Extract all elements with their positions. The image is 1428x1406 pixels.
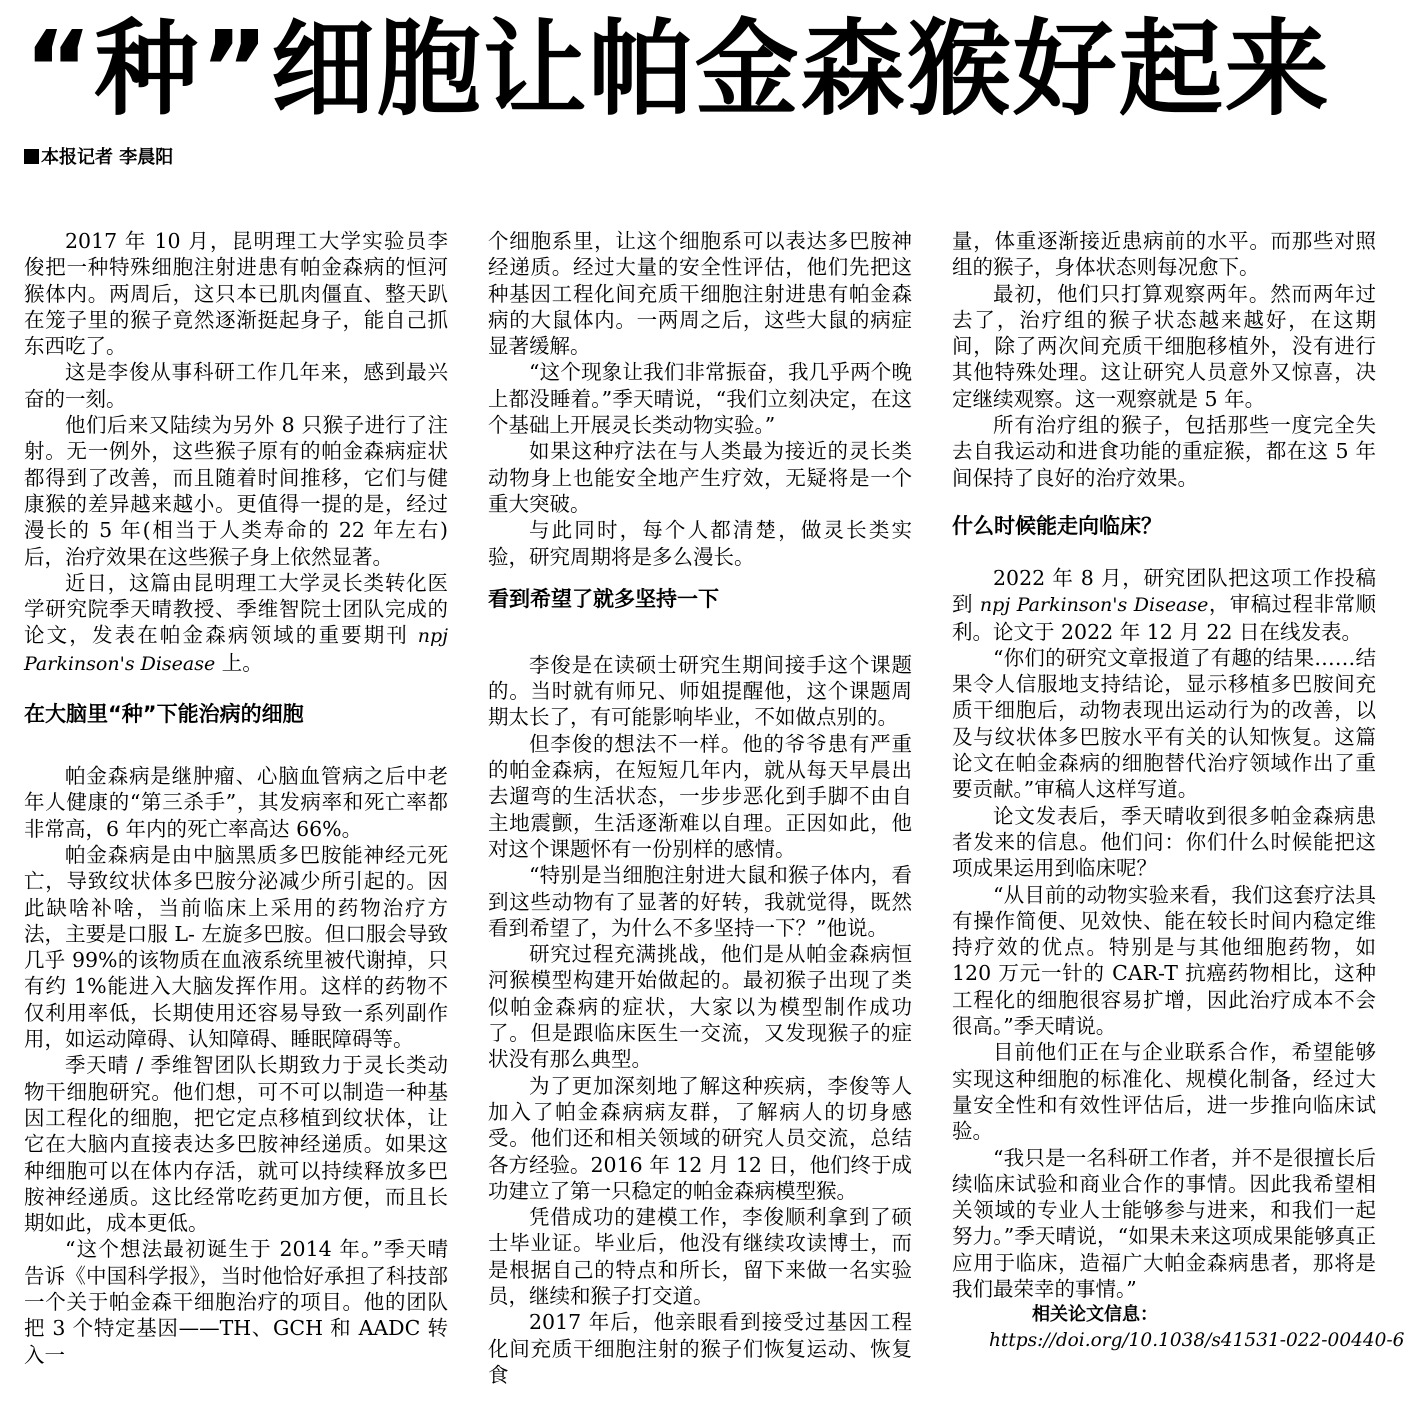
paragraph: “这个现象让我们非常振奋，我几乎两个晚上都没睡着。”季天晴说，“我们立刻决定，在这个基础上开展灵长类动物实验。” [488,360,912,438]
paragraph: “特别是当细胞注射进大鼠和猴子体内，看到这些动物有了显著的好转，我就觉得，既然看到希望了，为什么不多坚持一下？”他说。 [488,863,912,940]
paragraph: 凭借成功的建模工作，李俊顺利拿到了硕士毕业证。毕业后，他没有继续攻读博士，而是根据自己的特点和所长，留下来做一名实验员，继续和猴子打交道。 [488,1205,912,1308]
byline-square-mark [24,149,39,164]
article-column-1 [24,228,448,1368]
section-heading: 什么时候能走向临床？ [952,513,1162,538]
paragraph: 李俊是在读硕士研究生期间接手这个课题的。当时就有师兄、师姐提醒他，这个课题周期太长了，有可能影响毕业，不如做点别的。 [488,652,912,730]
paragraph: “我只是一名科研工作者，并不是很擅长后续临床试验和商业合作的事情。因此我希望相关领域的专业人士能够参与进来，和我们一起努力。”季天晴说，“如果未来这项成果能够真正应用于临床，造福广大帕金森病患者，那将是我们最荣幸的事情。” [952,1145,1376,1301]
paragraph: 2017 年后，他亲眼看到接受过基因工程化间充质干细胞注射的猴子们恢复运动、恢复食 [488,1310,912,1387]
section-heading: 在大脑里“种”下能治病的细胞 [24,702,304,727]
paragraph: “从目前的动物实验来看，我们这套疗法具有操作简便、见效快、能在较长时间内稳定维持疗效的优点。特别是与其他细胞药物，如 120 万元一针的 CAR-T 抗癌药物相比，这种工程化的细胞很容易扩增，因此治疗成本不会很高。”季天晴说。 [952,882,1376,1039]
paragraph: 但李俊的想法不一样。他的爷爷患有严重的帕金森病，在短短几年内，就从每天早晨出去遛弯的生活状态，一步步恶化到手脚不由自主地震颤，生活逐渐难以自理。正因如此，他对这个课题怀有一份别样的感情。 [488,731,912,861]
paragraph: 如果这种疗法在与人类最为接近的灵长类动物身上也能安全地产生疗效，无疑将是一个重大突破。 [488,439,912,516]
journal-name: npj Parkinson's Disease [979,594,1209,617]
paragraph: 他们后来又陆续为另外 8 只猴子进行了注射。无一例外，这些猴子原有的帕金森病症状都得到了改善，而且随着时间推移，它们与健康猴的差异越来越小。更值得一提的是，经过漫长的 5 年(相当于人类寿命的 22 年左右)后，治疗效果在这些猴子身上依然显著。 [24,413,448,569]
section-heading: 看到希望了就多坚持一下 [488,586,719,611]
paragraph: “你们的研究文章报道了有趣的结果……结果令人信服地支持结论，显示移植多巴胺间充质干细胞后，动物表现出运动行为的改善，以及与纹状体多巴胺水平有关的认知恢复。这篇论文在帕金森病的细胞替代治疗领域作出了重要贡献。”审稿人这样写道。 [952,645,1376,802]
paragraph: 论文发表后，季天晴收到很多帕金森病患者发来的信息。他们问：你们什么时候能把这项成果运用到临床呢？ [952,803,1376,881]
paper-doi-link[interactable]: https://doi.org/10.1038/s41531-022-00440-6 [989,1330,1405,1352]
paragraph: 这是李俊从事科研工作几年来，感到最兴奋的一刻。 [24,360,448,411]
paragraph-text: 2022 年 8 月，研究团队把这项工作投稿到 [952,565,1376,617]
paragraph: “这个想法最初诞生于 2014 年。”季天晴告诉《中国科学报》，当时他恰好承担了科技部一个关于帕金森干细胞治疗的项目。他的团队把 3 个特定基因——TH、GCH 和 AADC 转入一 [24,1237,448,1367]
headline: “种”细胞让帕金森猴好起来 [24,8,1331,130]
paragraph: 帕金森病是继肿瘤、心脑血管病之后中老年人健康的“第三杀手”，其发病率和死亡率都非常高，6 年内的死亡率高达 66%。 [24,764,448,841]
paragraph-text: 上。 [215,650,263,675]
journal-name: npj Parkinson's Disease [24,625,448,675]
paragraph [952,565,1376,645]
paragraph: 最初，他们只打算观察两年。然而两年过去了，治疗组的猴子状态越来越好，在这期间，除了两次间充质干细胞移植外，没有进行其他特殊处理。这让研究人员意外又惊喜，决定继续观察。这一观察就是 5 年。 [952,281,1376,411]
paragraph-text: 近日，这篇由昆明理工大学灵长类转化医学研究院季天晴教授、季维智院士团队完成的论文，发表在帕金森病领域的重要期刊 [24,570,448,648]
article-column-2 [488,228,912,1388]
paragraph: 研究过程充满挑战，他们是从帕金森病恒河猴模型构建开始做起的。最初猴子出现了类似帕金森病的症状，大家以为模型制作成功了。但是跟临床医生一交流，又发现猴子的症状没有那么典型。 [488,942,912,1072]
paragraph: 2017 年 10 月，昆明理工大学实验员李俊把一种特殊细胞注射进患有帕金森病的恒河猴体内。两周后，这只本已肌肉僵直、整天趴在笼子里的猴子竟然逐渐挺起身子，能自己抓东西吃了。 [24,229,448,359]
paragraph-continued: 量，体重逐渐接近患病前的水平。而那些对照组的猴子，身体状态则每况愈下。 [952,229,1376,280]
paragraph-text: ，审稿过程非常顺利。论文于 2022 年 12 月 22 日在线发表。 [952,592,1376,644]
paragraph: 为了更加深刻地了解这种疾病，李俊等人加入了帕金森病病友群，了解病人的切身感受。他们还和相关领域的研究人员交流，总结各方经验。2016 年 12 月 12 日，他们终于成功建立了第一只稳定的帕金森病模型猴。 [488,1073,912,1203]
byline [24,146,173,170]
byline-text: 本报记者 李晨阳 [41,147,174,168]
paragraph: 季天晴 / 季维智团队长期致力于灵长类动物干细胞研究。他们想，可不可以制造一种基因工程化的细胞，把它定点移植到纹状体，让它在大脑内直接表达多巴胺神经递质。如果这种细胞可以在体内存活，就可以持续释放多巴胺神经递质。这比经常吃药更加方便，而且长期如此，成本更低。 [24,1053,448,1236]
paragraph: 所有治疗组的猴子，包括那些一度完全失去自我运动和进食功能的重症猴，都在这 5 年间保持了良好的治疗效果。 [952,413,1376,490]
paper-info-label: 相关论文信息： [1032,1304,1158,1326]
paragraph: 帕金森病是由中脑黑质多巴胺能神经元死亡，导致纹状体多巴胺分泌减少所引起的。因此缺啥补啥，当前临床上采用的药物治疗方法，主要是口服 L- 左旋多巴胺。但口服会导致几乎 99%的该物质在血液系统里被代谢掉，只有约 1%能进入大脑发挥作用。这样的药物不仅利用率低，长期使用还容易导致一系列副作用，如运动障碍、认知障碍、睡眠障碍等。 [24,842,448,1052]
paragraph-continued: 个细胞系里，让这个细胞系可以表达多巴胺神经递质。经过大量的安全性评估，他们先把这种基因工程化间充质干细胞注射进患有帕金森病的大鼠体内。一两周之后，这些大鼠的病症显著缓解。 [488,229,912,359]
paragraph [24,570,448,677]
article-column-3 [952,228,1405,1354]
paragraph: 与此同时，每个人都清楚，做灵长类实验，研究周期将是多么漫长。 [488,518,912,569]
paragraph: 目前他们正在与企业联系合作，希望能够实现这种细胞的标准化、规模化制备，经过大量安全性和有效性评估后，进一步推向临床试验。 [952,1040,1376,1144]
